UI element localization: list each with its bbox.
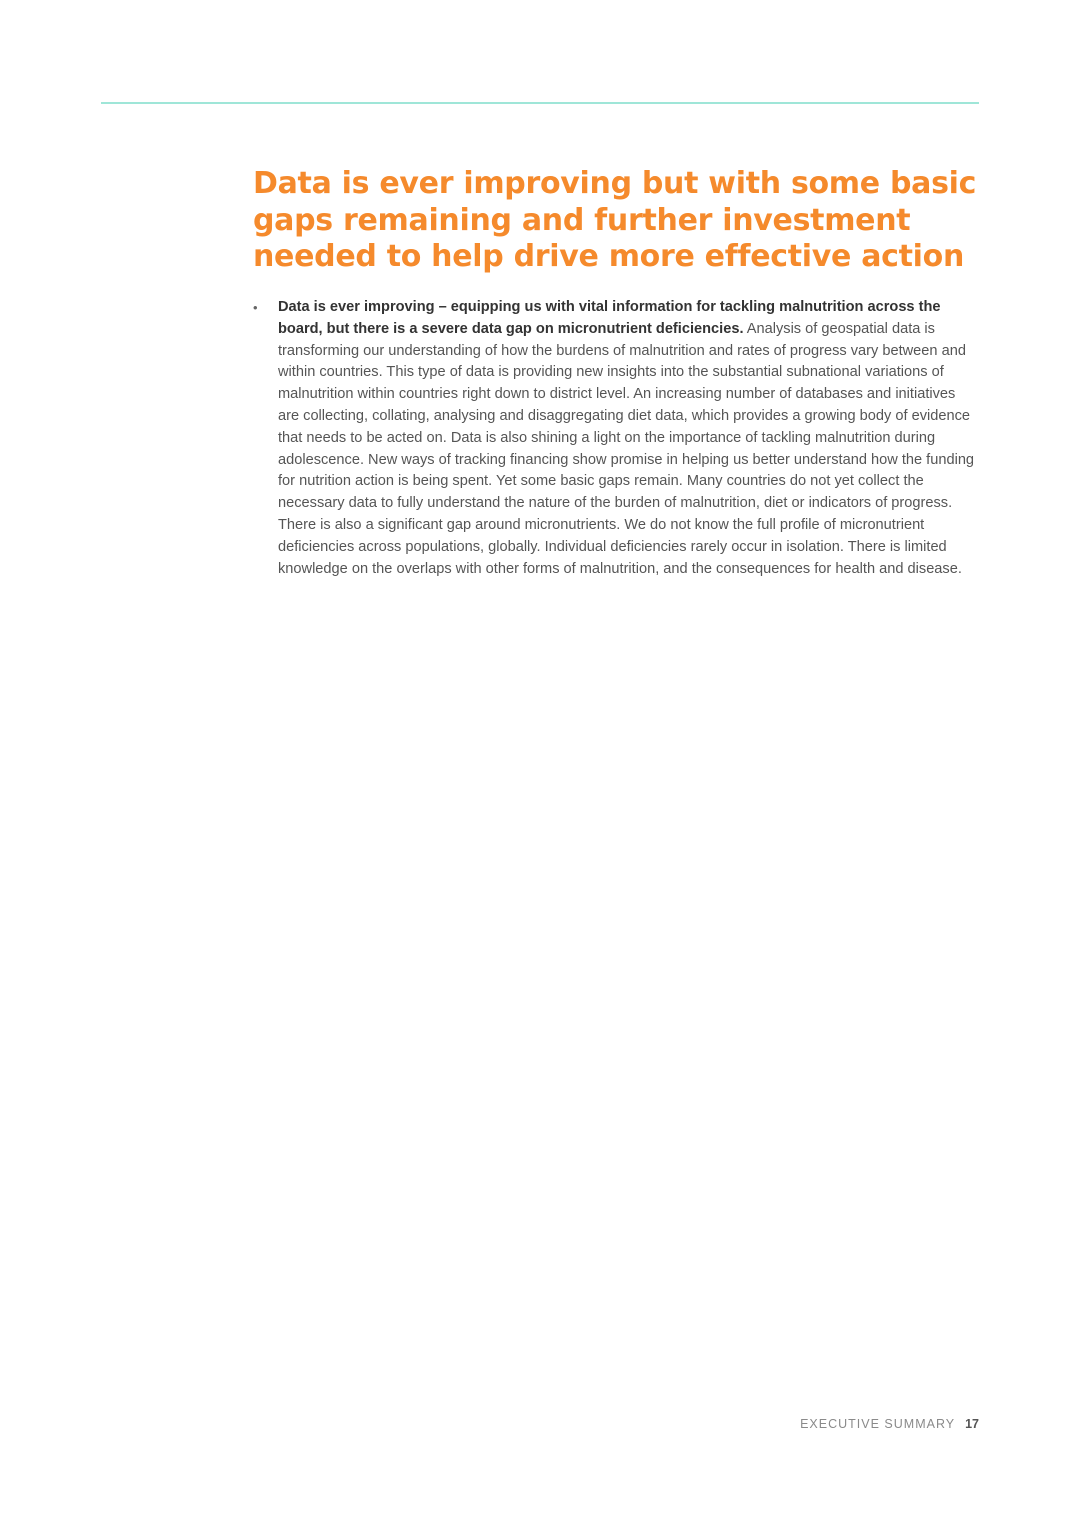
bullet-lead-text: Data is ever improving – equipping us with vital information for tackling malnutrition across the board, but there is a severe data gap on micronutrient deficiencies. — [278, 299, 941, 337]
bullet-body-text: Analysis of geospatial data is transforming our understanding of how the burdens of malnutrition and rates of progress vary between and within countries. This type of data is providing new insights into the substantial subnational variations of malnutrition within countries right down to district level. An increasing number of databases and initiatives are collecting, collating, analysing and disaggregating diet data, which provides a growing body of evidence that needs to be acted on. Data is also shining a light on the importance of tackling malnutrition during adolescence. New ways of tracking financing show promise in helping us better understand how the funding for nutrition action is being spent. Yet some basic gaps remain. Many countries do not yet collect the necessary data to fully understand the nature of the burden of malnutrition, diet or indicators of progress. There is also a significant gap around micronutrients. We do not know the full profile of micronutrient deficiencies across populations, globally. Individual deficiencies rarely occur in isolation. There is limited knowledge on the overlaps with other forms of malnutrition, and the consequences for health and disease. — [278, 320, 975, 577]
top-divider-rule — [101, 102, 979, 104]
bullet-list — [253, 297, 975, 580]
page-footer — [800, 1417, 979, 1431]
section-heading: Data is ever improving but with some basic gaps remaining and further investment needed to help drive more effective action — [253, 166, 977, 274]
bullet-marker: • — [253, 300, 258, 315]
bullet-item — [253, 297, 975, 580]
footer-section-label: EXECUTIVE SUMMARY — [800, 1417, 956, 1431]
page-number: 17 — [965, 1417, 979, 1431]
